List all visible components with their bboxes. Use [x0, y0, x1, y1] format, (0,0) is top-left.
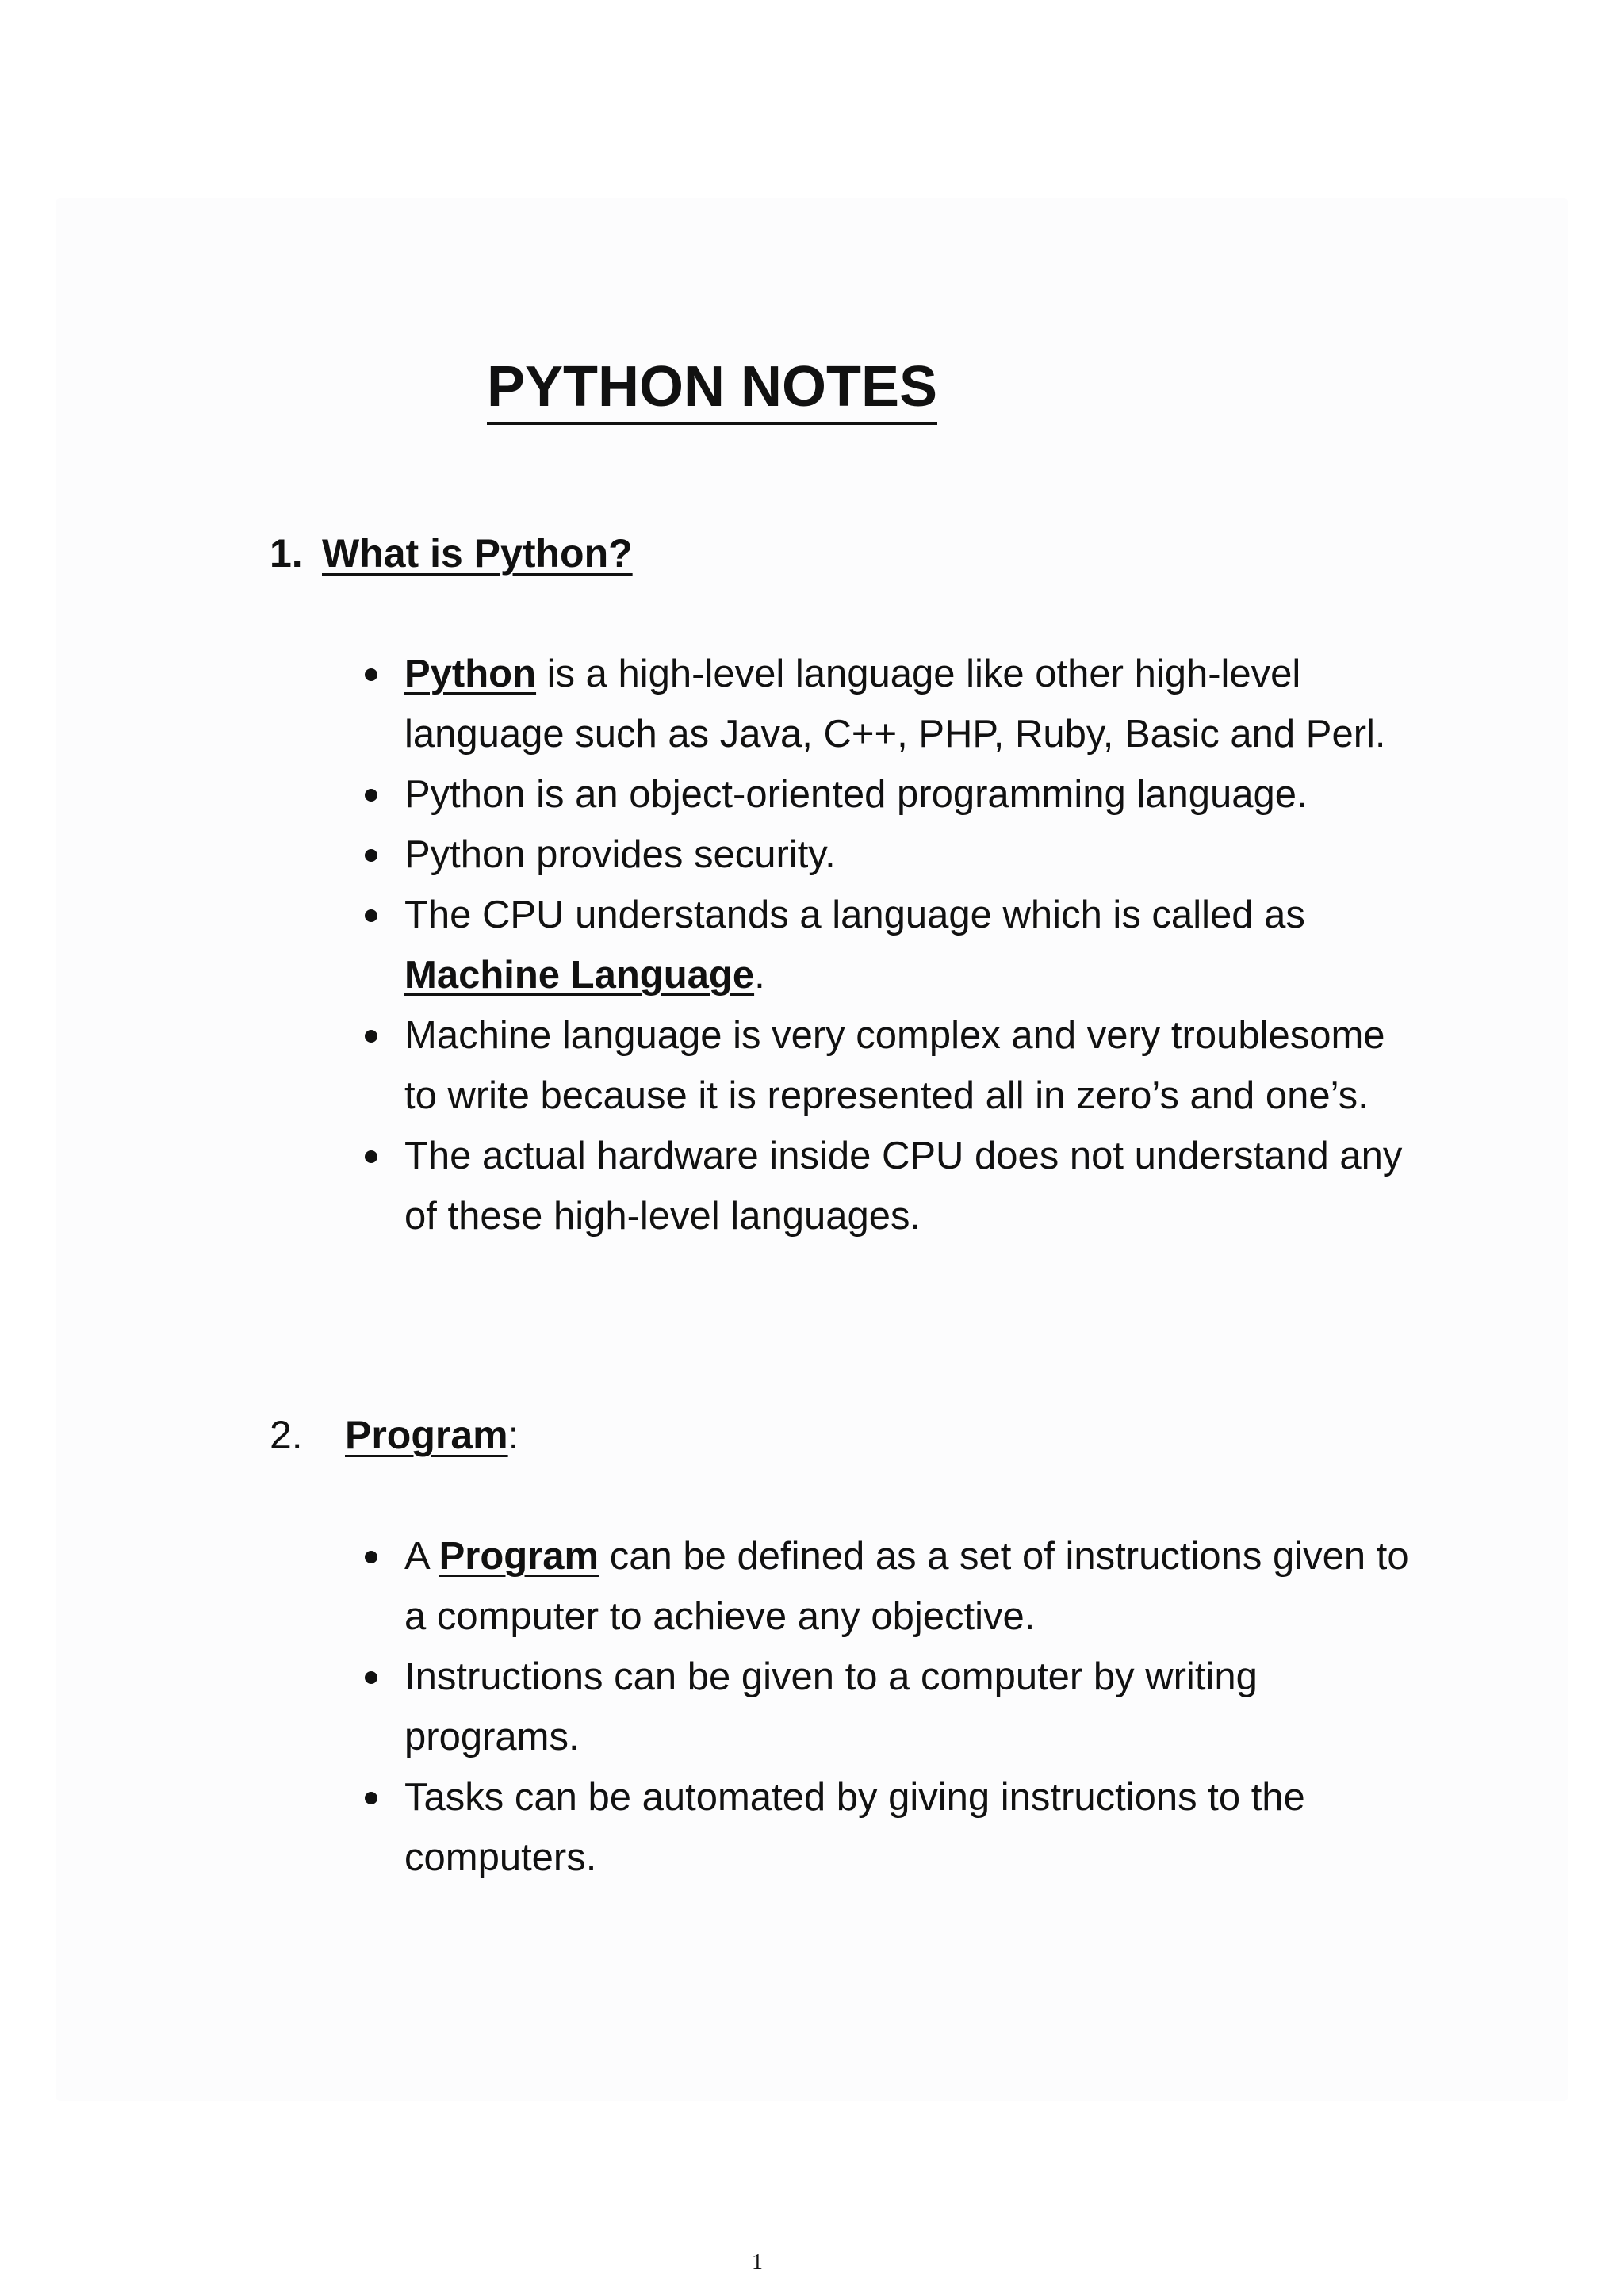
document-title: PYTHON NOTES [0, 353, 1424, 421]
section-heading-suffix: : [508, 1413, 519, 1457]
section-heading-what-is-python [270, 530, 633, 577]
section-heading-text: Program [345, 1413, 508, 1457]
list-item: Machine language is very complex and very troublesome to write because it is represented all in zero’s and one’s. [358, 1005, 1413, 1126]
bold-term: Program [439, 1535, 599, 1578]
bold-term: Python [404, 652, 537, 695]
list-item: Python is a high-level language like other high-level language such as Java, C++, PHP, Ruby, Basic and Perl. [358, 644, 1413, 764]
list-item: Instructions can be given to a computer by writing programs. [358, 1647, 1413, 1767]
section-heading-program [270, 1411, 519, 1459]
list-item: A Program can be defined as a set of instructions given to a computer to achieve any objective. [358, 1526, 1413, 1647]
page-number: 1 [752, 2250, 763, 2275]
bullet-list-program [358, 1526, 1413, 1888]
bold-term: Machine Language [404, 954, 755, 997]
list-item: Tasks can be automated by giving instructions to the computers. [358, 1767, 1413, 1888]
list-item: Python provides security. [358, 825, 1413, 885]
section-heading-text: What is Python? [322, 531, 633, 576]
list-item: Python is an object-oriented programming language. [358, 764, 1413, 825]
list-item: The CPU understands a language which is called as Machine Language. [358, 885, 1413, 1005]
bullet-list-python [358, 644, 1413, 1246]
list-item: The actual hardware inside CPU does not understand any of these high-level languages. [358, 1126, 1413, 1246]
section-number: 1. [270, 531, 303, 576]
section-number: 2. [270, 1413, 303, 1457]
